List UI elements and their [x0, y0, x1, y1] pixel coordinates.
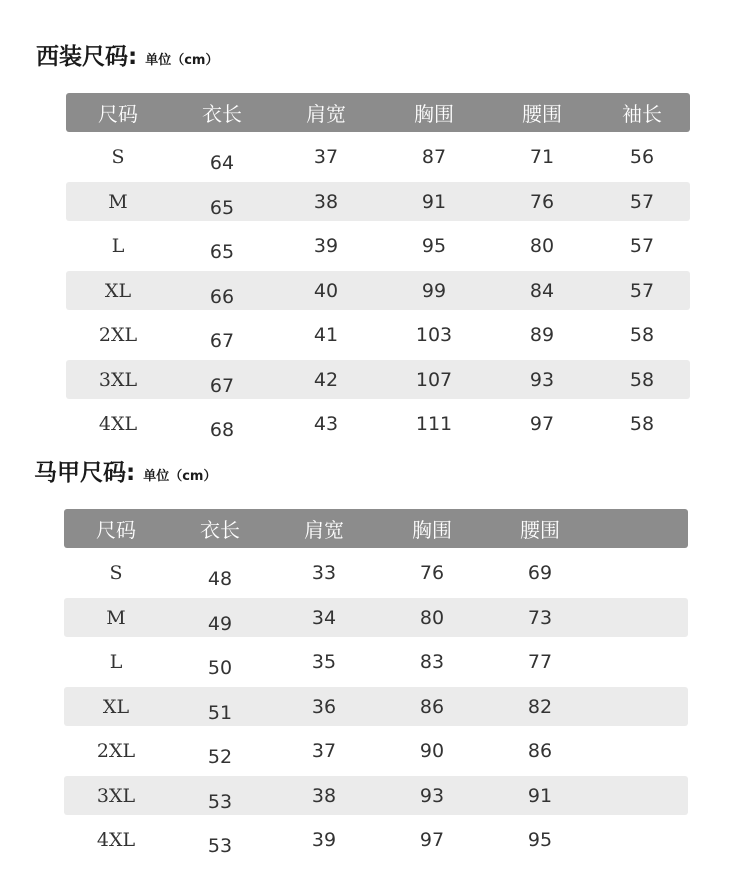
chest-cell: 83 — [419, 651, 445, 673]
waist-cell: 71 — [529, 146, 555, 168]
chest-cell: 97 — [419, 829, 445, 851]
waist-cell: 69 — [527, 562, 553, 584]
header-shoulder: 肩宽 — [306, 102, 346, 126]
shoulder-cell: 39 — [311, 829, 337, 851]
chest-cell: 76 — [419, 562, 445, 584]
shoulder-cell: 38 — [311, 784, 337, 807]
size-cell: 4XL — [96, 829, 136, 851]
sleeve-cell: 56 — [629, 146, 655, 168]
waist-cell: 89 — [529, 324, 555, 346]
vest-size-table — [64, 509, 688, 860]
suit-section-title — [36, 38, 218, 71]
length-cell: 65 — [209, 241, 235, 263]
shoulder-cell: 39 — [313, 235, 339, 257]
waist-cell: 82 — [527, 695, 553, 718]
suit-title: 西装尺码: — [36, 44, 138, 70]
chest-cell: 87 — [421, 146, 447, 168]
shoulder-cell: 43 — [313, 413, 339, 435]
chest-cell: 103 — [415, 324, 453, 346]
size-cell: 3XL — [98, 368, 138, 391]
shoulder-cell: 36 — [311, 695, 337, 718]
waist-cell: 91 — [527, 784, 553, 807]
length-cell: 48 — [207, 568, 233, 590]
table-row — [66, 271, 690, 310]
header-chest: 胸围 — [414, 102, 454, 126]
chest-cell: 93 — [419, 784, 445, 807]
size-cell: XL — [104, 279, 132, 302]
vest-section-title — [34, 454, 216, 487]
vest-unit-label: 单位（cm） — [143, 469, 217, 484]
waist-cell: 86 — [527, 740, 553, 762]
size-cell: S — [109, 562, 123, 584]
table-row — [64, 598, 688, 637]
sleeve-cell: 58 — [629, 368, 655, 391]
header-length: 衣长 — [200, 518, 240, 542]
waist-cell: 97 — [529, 413, 555, 435]
sleeve-cell: 58 — [629, 413, 655, 435]
sleeve-cell: 57 — [629, 279, 655, 302]
suit-table-header — [66, 93, 690, 132]
length-cell: 50 — [207, 657, 233, 679]
chest-cell: 95 — [421, 235, 447, 257]
length-cell: 66 — [209, 285, 235, 308]
size-cell: 4XL — [98, 413, 138, 435]
table-row — [66, 360, 690, 399]
chest-cell: 107 — [415, 368, 453, 391]
size-cell: XL — [102, 695, 130, 718]
suit-size-table — [66, 93, 690, 444]
vest-title: 马甲尺码: — [34, 460, 136, 486]
header-sleeve: 袖长 — [622, 102, 662, 126]
shoulder-cell: 42 — [313, 368, 339, 391]
waist-cell: 77 — [527, 651, 553, 673]
shoulder-cell: 34 — [311, 606, 337, 629]
waist-cell: 84 — [529, 279, 555, 302]
table-row — [66, 138, 690, 177]
table-row — [64, 687, 688, 726]
size-cell: 2XL — [98, 324, 138, 346]
shoulder-cell: 38 — [313, 190, 339, 213]
length-cell: 67 — [209, 330, 235, 352]
length-cell: 49 — [207, 612, 233, 635]
length-cell: 67 — [209, 374, 235, 397]
header-waist: 腰围 — [522, 102, 562, 126]
waist-cell: 80 — [529, 235, 555, 257]
waist-cell: 95 — [527, 829, 553, 851]
size-cell: L — [109, 651, 123, 673]
waist-cell: 73 — [527, 606, 553, 629]
table-row — [66, 405, 690, 444]
length-cell: 52 — [207, 746, 233, 768]
size-cell: M — [106, 606, 126, 629]
shoulder-cell: 37 — [313, 146, 339, 168]
suit-unit-label: 单位（cm） — [145, 53, 219, 68]
size-cell: L — [111, 235, 125, 257]
vest-table-header — [64, 509, 688, 548]
waist-cell: 93 — [529, 368, 555, 391]
header-shoulder: 肩宽 — [304, 518, 344, 542]
table-row — [64, 643, 688, 682]
length-cell: 68 — [209, 419, 235, 441]
waist-cell: 76 — [529, 190, 555, 213]
table-row — [66, 227, 690, 266]
header-size: 尺码 — [96, 518, 136, 542]
chest-cell: 91 — [421, 190, 447, 213]
header-size: 尺码 — [98, 102, 138, 126]
table-row — [66, 316, 690, 355]
table-row — [66, 182, 690, 221]
sleeve-cell: 58 — [629, 324, 655, 346]
table-row — [64, 776, 688, 815]
length-cell: 53 — [207, 835, 233, 857]
length-cell: 53 — [207, 790, 233, 813]
sleeve-cell: 57 — [629, 190, 655, 213]
length-cell: 64 — [209, 152, 235, 174]
length-cell: 65 — [209, 196, 235, 219]
size-cell: 2XL — [96, 740, 136, 762]
chest-cell: 111 — [415, 413, 453, 435]
size-cell: S — [111, 146, 125, 168]
chest-cell: 80 — [419, 606, 445, 629]
table-row — [64, 732, 688, 771]
shoulder-cell: 33 — [311, 562, 337, 584]
length-cell: 51 — [207, 701, 233, 724]
table-row — [64, 554, 688, 593]
shoulder-cell: 37 — [311, 740, 337, 762]
chest-cell: 90 — [419, 740, 445, 762]
size-cell: 3XL — [96, 784, 136, 807]
table-row — [64, 821, 688, 860]
shoulder-cell: 40 — [313, 279, 339, 302]
header-waist: 腰围 — [520, 518, 560, 542]
chest-cell: 99 — [421, 279, 447, 302]
sleeve-cell: 57 — [629, 235, 655, 257]
size-cell: M — [108, 190, 128, 213]
header-chest: 胸围 — [412, 518, 452, 542]
shoulder-cell: 35 — [311, 651, 337, 673]
shoulder-cell: 41 — [313, 324, 339, 346]
chest-cell: 86 — [419, 695, 445, 718]
header-length: 衣长 — [202, 102, 242, 126]
